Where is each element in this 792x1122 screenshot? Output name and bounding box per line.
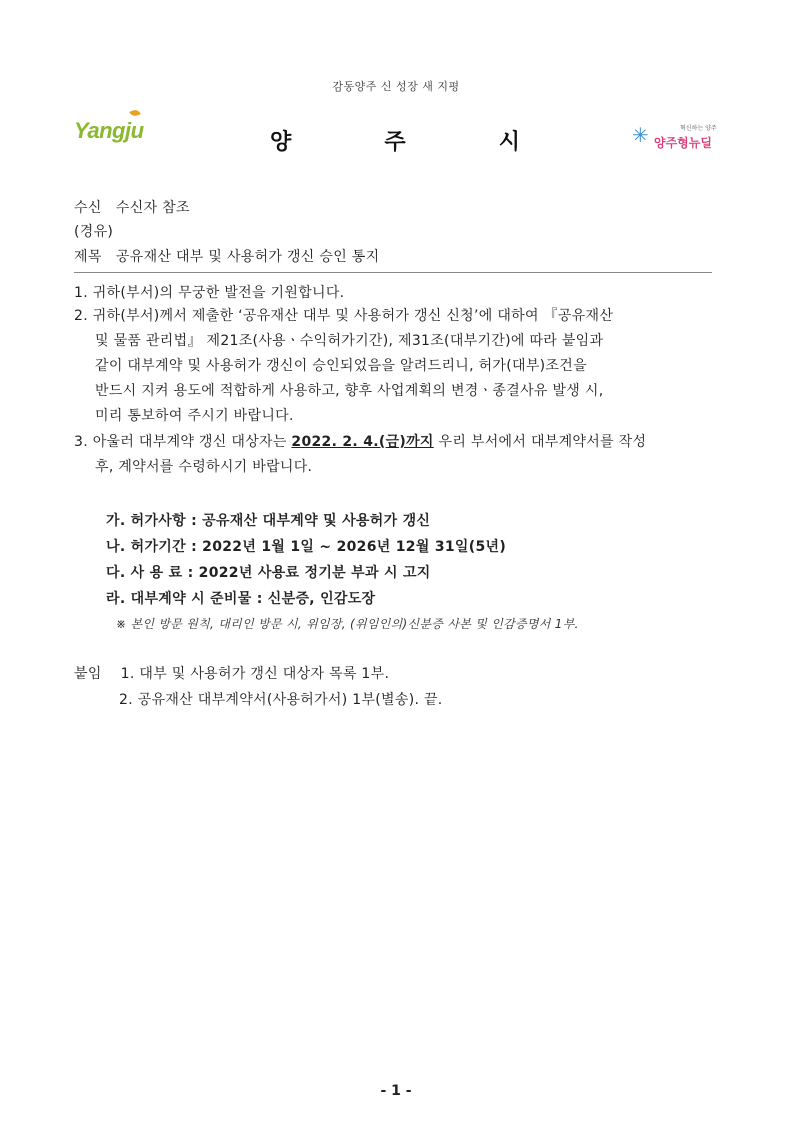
paragraph-2-line-4: 반드시 지켜 용도에 적합하게 사용하고, 향후 사업계획의 변경ㆍ종결사유 발생 시, [95, 383, 604, 399]
item-ra: 라. 대부계약 시 준비물 : 신분증, 인감도장 [106, 591, 376, 607]
paragraph-2-line-1: 2. 귀하(부서)께서 제출한 ‘공유재산 대부 및 사용허가 갱신 신청’에 대하여 『공유재산 [74, 308, 614, 324]
yangju-logo-text: Yangju [74, 118, 144, 143]
org-title-char-2: 주 [384, 130, 406, 155]
new-deal-logo-tagline: 혁신하는 양주 [680, 125, 717, 132]
paragraph-2-line-2: 및 물품 관리법』 제21조(사용ㆍ수익허가기간), 제31조(대부기간)에 따라 붙임과 [95, 333, 604, 349]
subject-row [74, 247, 379, 267]
slogan: 감동양주 신 성장 새 지평 [332, 80, 460, 93]
leaf-icon [129, 108, 140, 117]
subject-label: 제목 [74, 249, 102, 265]
recipient-value: 수신자 참조 [115, 200, 190, 216]
paragraph-2-line-3: 같이 대부계약 및 사용허가 갱신이 승인되었음을 알려드리니, 허가(대부)조건을 [95, 358, 587, 374]
org-title-char-1: 양 [270, 130, 292, 155]
item-da: 다. 사 용 료 : 2022년 사용료 정기분 부과 시 고지 [106, 565, 431, 581]
subject-divider [74, 272, 712, 273]
paragraph-2-line-5: 미리 통보하여 주시기 바랍니다. [95, 408, 294, 424]
paragraph-1: 1. 귀하(부서)의 무궁한 발전을 기원합니다. [74, 285, 345, 301]
new-deal-logo [632, 121, 722, 151]
deadline-date: 2022. 2. 4.(금)까지 [291, 434, 434, 450]
paragraph-3-line-1 [74, 432, 646, 452]
item-ga: 가. 허가사항 : 공유재산 대부계약 및 사용허가 갱신 [106, 513, 431, 529]
item-na: 나. 허가기간 : 2022년 1월 1일 ~ 2026년 12월 31일(5년) [106, 539, 507, 555]
recipient-label: 수신 [74, 200, 102, 216]
attachment-row-1 [74, 664, 389, 684]
page-number: - 1 - [380, 1083, 412, 1099]
paragraph-3-line-2: 후, 계약서를 수령하시기 바랍니다. [95, 459, 313, 475]
visit-note: ※ 본인 방문 원칙, 대리인 방문 시, 위임장, (위임인의)신분증 사본 및 인감증명서 1부. [116, 617, 579, 631]
new-deal-logo-text: 양주형뉴딜 [654, 136, 712, 150]
paragraph-3-text-c: 우리 부서에서 대부계약서를 작성 [433, 434, 647, 450]
attachment-label: 붙임 [74, 666, 102, 682]
org-title-char-3: 시 [498, 130, 520, 155]
attachment-1: 1. 대부 및 사용허가 갱신 대상자 목록 1부. [120, 666, 390, 682]
yangju-logo [74, 118, 144, 144]
paragraph-3-text-a: 3. 아울러 대부계약 갱신 대상자는 [74, 434, 292, 450]
via-row: (경유) [74, 224, 114, 240]
subject-value: 공유재산 대부 및 사용허가 갱신 승인 통지 [115, 249, 380, 265]
spark-icon: ✳ [632, 123, 649, 147]
attachment-2: 2. 공유재산 대부계약서(사용허가서) 1부(별송). 끝. [119, 692, 443, 708]
recipient-row [74, 198, 190, 218]
org-title [270, 125, 520, 156]
